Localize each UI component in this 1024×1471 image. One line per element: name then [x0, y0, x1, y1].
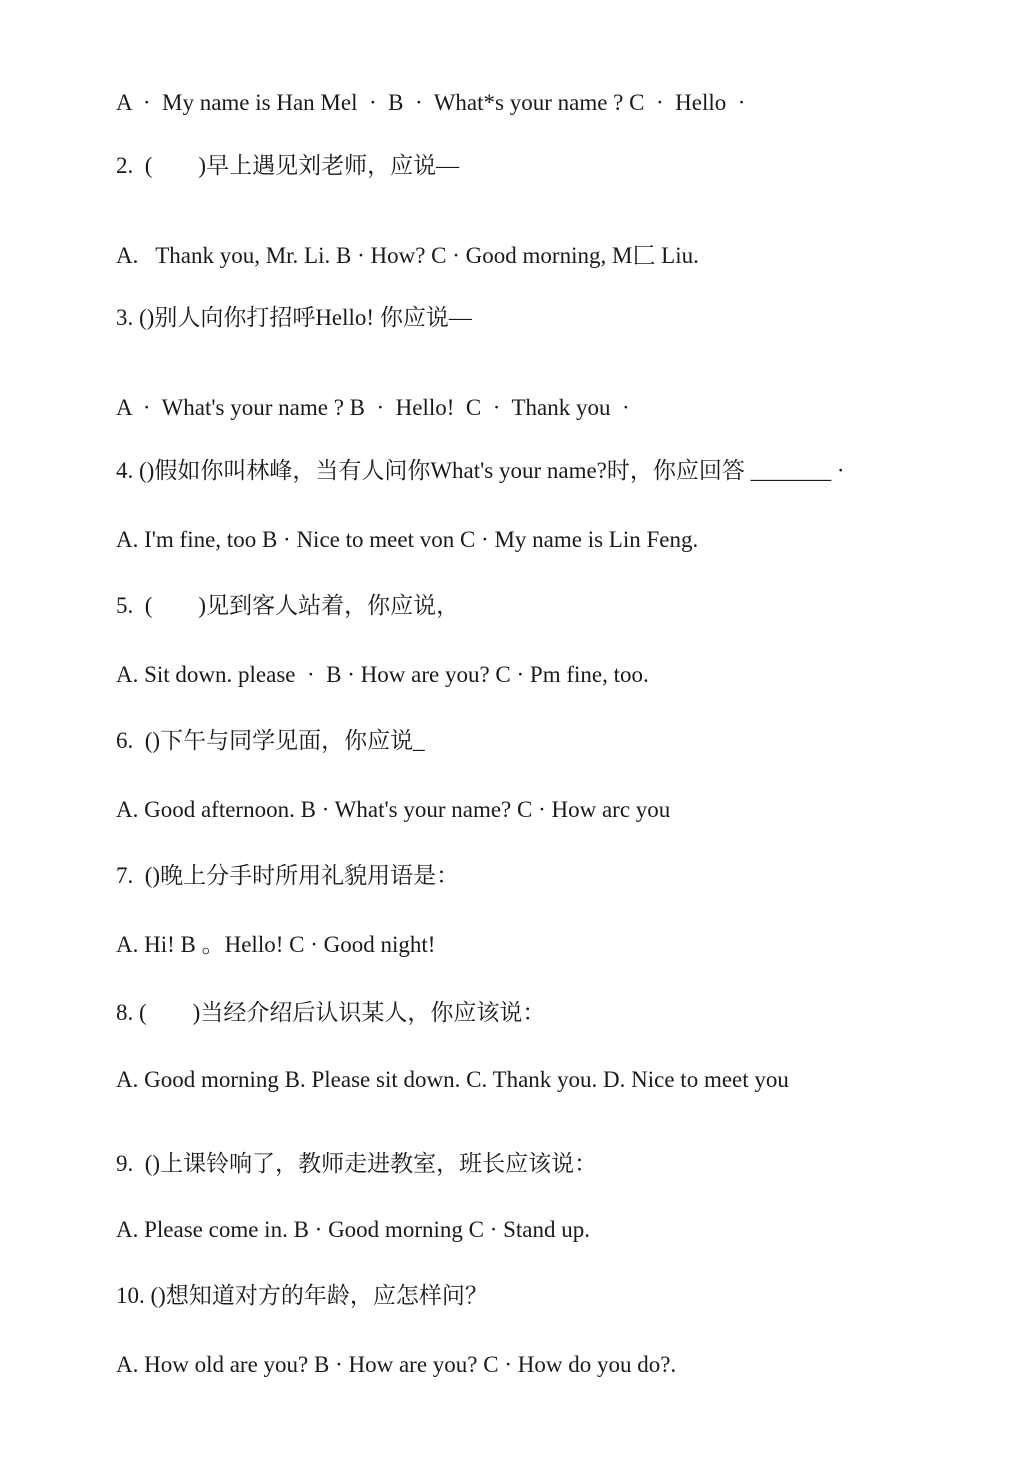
q7-options: A. Hi! B 。Hello! C · Good night! [116, 932, 436, 957]
q5-options: A. Sit down. please · B · How are you? C · Pm fine, too. [116, 662, 649, 687]
q1-options: A · My name is Han Mel · B · What*s your name ? C · Hello · [116, 90, 746, 115]
q7-prompt: 7. ()晚上分手时所用礼貌用语是： [116, 863, 460, 888]
q8-options: A. Good morning B. Please sit down. C. Thank you. D. Nice to meet you [116, 1067, 789, 1092]
q4-options: A. I'm fine, too B · Nice to meet von C · My name is Lin Feng. [116, 527, 699, 552]
q3-options: A · What's your name ? B · Hello! C · Thank you · [116, 395, 630, 420]
q8-prompt: 8. ( )当经介绍后认识某人，你应该说： [116, 1000, 546, 1025]
q10-options: A. How old are you? B · How are you? C · How do you do?. [116, 1352, 677, 1377]
q10-prompt: 10. ()想知道对方的年龄，应怎样问？ [116, 1283, 488, 1308]
q9-prompt: 9. ()上课铃响了，教师走进教室，班长应该说： [116, 1151, 598, 1176]
q6-prompt: 6. ()下午与同学见面，你应说_ [116, 728, 425, 753]
q4-prompt: 4. ()假如你叫林峰，当有人问你What's your name?时，你应回答 _______ · [116, 458, 845, 483]
q5-prompt: 5. ( )见到客人站着，你应说， [116, 593, 460, 618]
q2-options: A. Thank you, Mr. Li. B · How? C · Good morning, M匚 Liu. [116, 243, 699, 268]
q9-options: A. Please come in. B · Good morning C · Stand up. [116, 1217, 591, 1242]
q6-options: A. Good afternoon. B · What's your name? C · How arc you [116, 797, 671, 822]
q3-prompt: 3. ()别人向你打招呼Hello! 你应说— [116, 305, 472, 330]
q2-prompt: 2. ( )早上遇见刘老师，应说— [116, 153, 460, 178]
